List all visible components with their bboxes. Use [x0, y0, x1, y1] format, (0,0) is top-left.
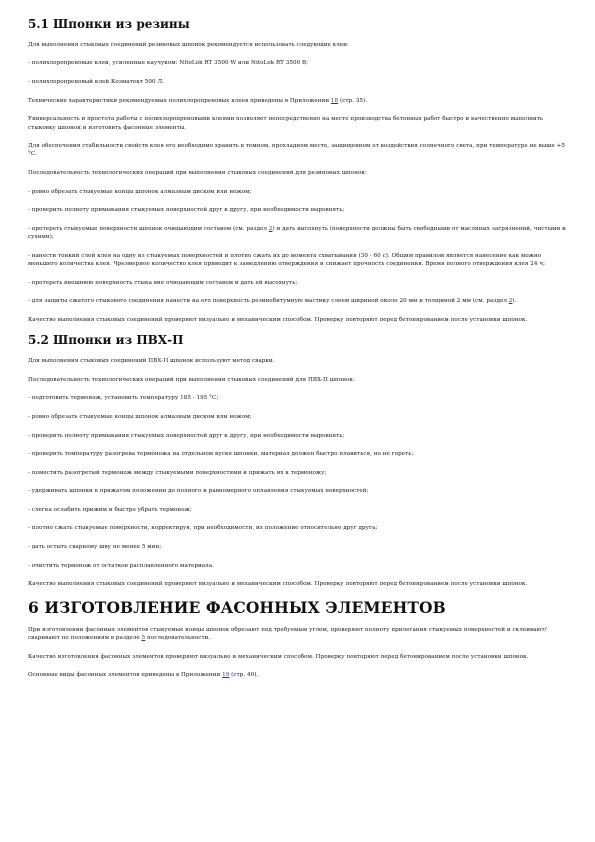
- list-item: - проверить полноту примыкания стыкуемых поверхностей друг к другу, при необходимости выровнять;: [28, 432, 345, 439]
- list-item: - нанести тонкий слой клея на одну из стыкуемых поверхностей и плотно сжать их до момента схватывания (30 - 60 с). Общим правилом является нанесение как можно меньшего количества клея. Чрезмерное количество клея приводит к замедлению отверждения и снижает прочность соединения. Время полного отверждения клея 24 ч;: [28, 252, 546, 268]
- paragraph: Для выполнения стыковых соединений резиновых шпонок рекомендуется использовать следующие клеи:: [28, 41, 349, 48]
- text: последовательности.: [145, 634, 211, 641]
- section-link-2[interactable]: 2: [508, 298, 513, 305]
- paragraph: Для выполнения стыковых соединений ПВХ-П шпонок используют метод сварки.: [28, 358, 275, 365]
- paragraph: [28, 97, 570, 105]
- appendix-link-18[interactable]: 18: [330, 97, 339, 104]
- list-item: - ровно обрезать стыкуемые концы шпонок алмазным диском или ножом;: [28, 188, 252, 195]
- list-item: - полихлоропреновые клеи, усиленные каучуком: NitoLok RT 3500 W или NitoLok RT 3500 B;: [28, 60, 309, 67]
- section-title-5-1: 5.1 Шпонки из резины: [28, 17, 190, 31]
- text: - протереть стыкуемые поверхности шпонок очищающим составом (см. раздел: [28, 225, 269, 232]
- list-item: - плотно сжать стыкуемые поверхности, корректируя, при необходимости, их положение относительно друг друга;: [28, 525, 378, 532]
- list-item: - очистить термонож от остатков расплавленного материала.: [28, 562, 214, 569]
- paragraph: Качество выполнения стыковых соединений проверяют визуально и механическим способом. Проверку повторяют перед бетонированием после установки шпонок.: [28, 316, 528, 323]
- chapter-title-6: 6 ИЗГОТОВЛЕНИЕ ФАСОННЫХ ЭЛЕМЕНТОВ: [28, 597, 446, 617]
- section-title-5-2: 5.2 Шпонки из ПВХ-П: [28, 333, 184, 348]
- text: - для защиты сжатого стыкового соединения нанести на его поверхность резинобитумную мастику слоем шириной около 20 мм и толщиной 2 мм (см. раздел: [28, 298, 509, 305]
- paragraph: Качество выполнения стыковых соединений проверяют визуально и механическим способом. Проверку повторяют перед бетонированием после установки шпонок.: [28, 581, 528, 588]
- paragraph: Для обеспечения стабильности свойств клея его необходимо хранить в темном, прохладном месте, защищенном от воздействия солнечного света, при температуре не выше +5 °С.: [28, 143, 566, 158]
- paragraph: Универсальность и простота работы с полихлоропреновыми клеями позволяет непосредственно на месте производства бетонных работ быстро и качественно выполнить стыковку шпонок и изготовить фасонные элементы.: [28, 116, 544, 131]
- list-item: - полихлоропреновый клей Коэматект 500 Л.: [28, 78, 164, 85]
- text: ) и дать высохнуть (поверхности должны быть свободными от масляных загрязнений, чистыми и сухими);: [28, 225, 566, 241]
- list-item: - поместить разогретый термонож между стыкуемыми поверхностями и прижать их к термоножу;: [28, 469, 327, 476]
- paragraph: Последовательность технологических операций при выполнении стыковых соединений для резиновых шпонок:: [28, 170, 367, 177]
- text: Основные виды фасонных элементов приведены в Приложении: [28, 672, 223, 679]
- text: ).: [512, 298, 517, 305]
- page-content: [28, 18, 570, 690]
- paragraph: Последовательность технологических операций при выполнении стыковых соединений для ПВХ-П шпонок:: [28, 376, 355, 383]
- list-item: - подготовить термонож, установить температуру 185 - 195 °С;: [28, 395, 219, 402]
- section-link-5[interactable]: 5: [141, 634, 146, 641]
- section-6: [28, 599, 570, 680]
- appendix-link-19[interactable]: 19: [222, 672, 230, 679]
- text: Технические характеристики рекомендуемых полихлоропреновых клеев приведены в Приложении: [28, 97, 331, 104]
- paragraph: [28, 671, 570, 679]
- list-item: - проверить полноту примыкания стыкуемых поверхностей друг к другу, при необходимости выровнять;: [28, 207, 345, 214]
- list-item: - дать остыть сварному шву не менее 5 мин;: [28, 544, 162, 551]
- text: (стр. 40).: [229, 672, 259, 679]
- list-item: - слегка ослабить прижим и быстро убрать термонож;: [28, 506, 192, 513]
- text: При изготовлении фасонных элементов стыкуемые концы шпонок обрезают под требуемым углом, проверяют полноту прилегания стыкуемых поверхностей и склеивают/сваривают по положениям в разделе: [28, 626, 547, 641]
- list-item: - проверить температуру разогрева термоножа на отдельном куске шпонки, материал должен быстро плавиться, но не гореть;: [28, 451, 414, 458]
- paragraph: [28, 626, 570, 643]
- text: (стр. 35).: [338, 97, 368, 104]
- list-item: - ровно обрезать стыкуемые концы шпонок алмазным диском или ножом;: [28, 413, 252, 420]
- list-item: [28, 297, 570, 305]
- list-item: - удерживать шпонки в прижатом положении до полного и равномерного оплавления стыкуемых поверхностей;: [28, 488, 369, 495]
- list-item: - протереть внешнюю поверхность стыка вне очищающим составом и дать ей высохнуть;: [28, 279, 298, 286]
- list-item: [28, 225, 570, 242]
- section-link-2[interactable]: 2: [268, 225, 273, 232]
- section-5-2: [28, 334, 570, 588]
- section-5-1: [28, 18, 570, 324]
- paragraph: Качество изготовления фасонных элементов проверяют визуально и механическим способом. Проверку повторяют перед бетонированием после установки шпонок.: [28, 653, 529, 660]
